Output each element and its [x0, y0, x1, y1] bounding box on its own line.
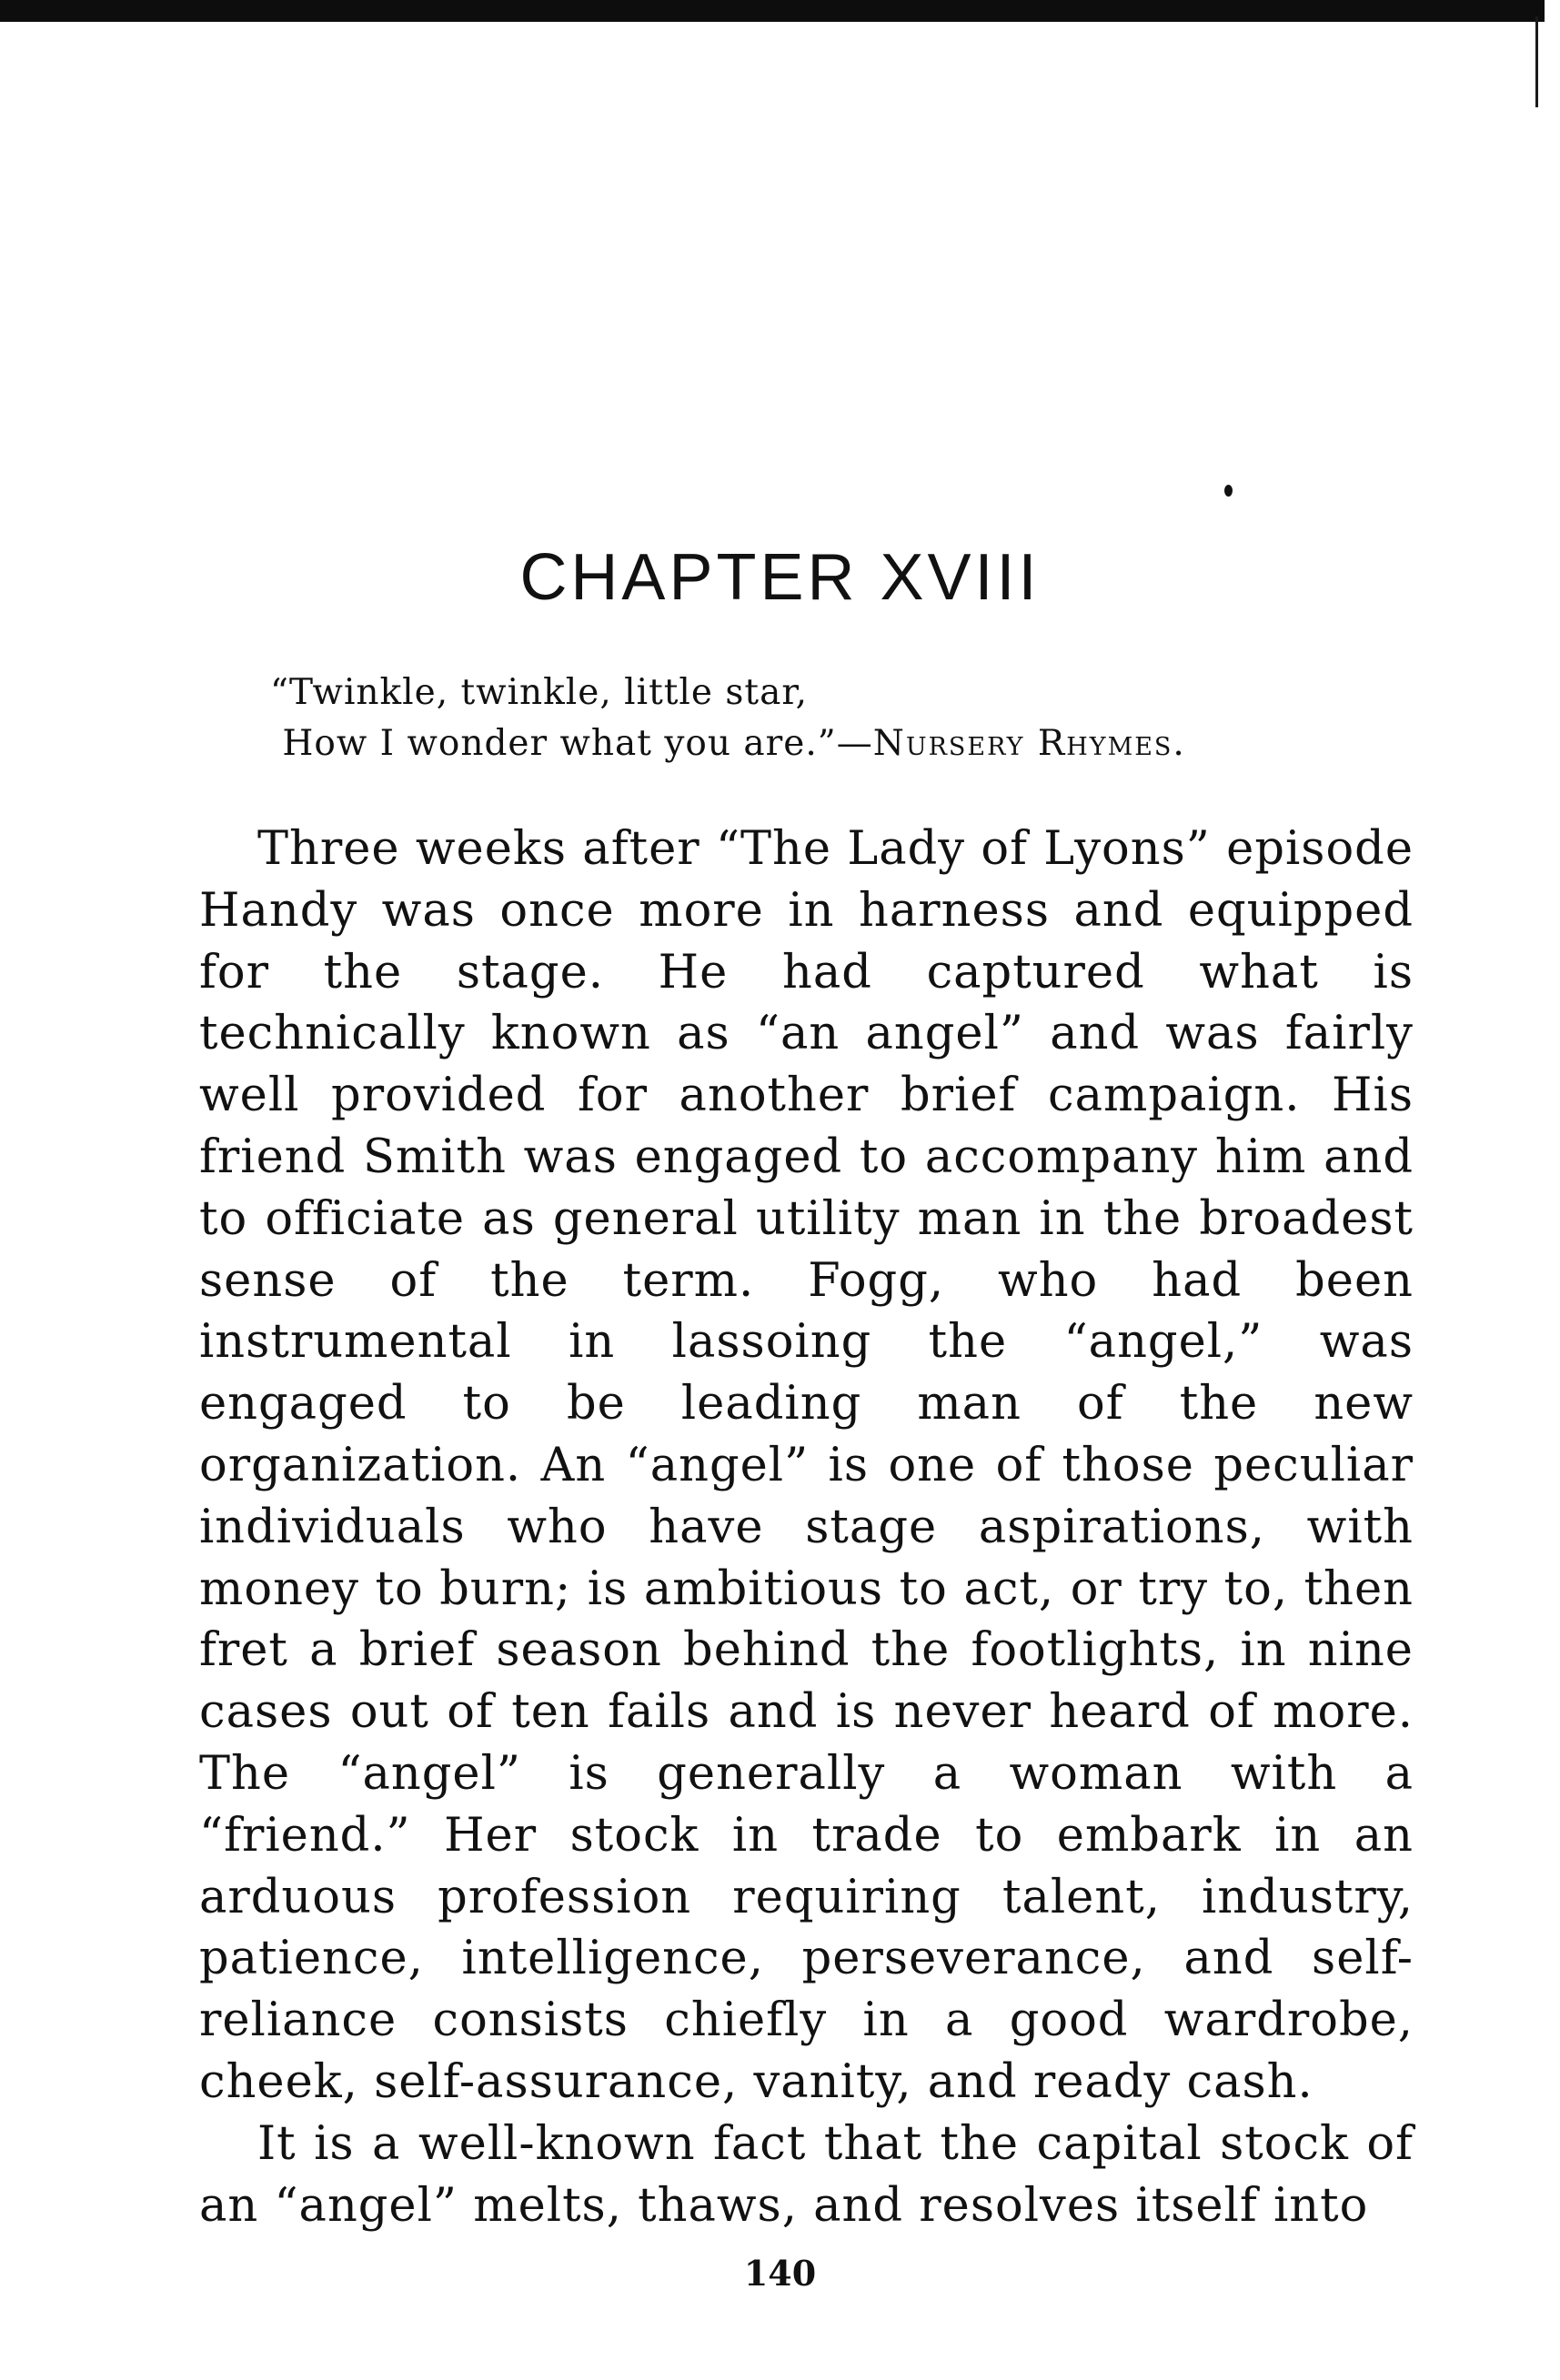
- epigraph-line-2: [270, 718, 1362, 769]
- body-text: [199, 818, 1414, 2236]
- epigraph-line-1: “Twinkle, twinkle, little star,: [270, 672, 809, 713]
- epigraph-attribution: Nursery Rhymes.: [872, 723, 1186, 764]
- page-number: 140: [743, 2253, 817, 2294]
- ink-speck: [1224, 485, 1233, 497]
- epigraph-line-2-text: How I wonder what you are.”—: [282, 723, 873, 764]
- chapter-title: CHAPTER XVIII: [519, 541, 1041, 614]
- paragraph-2: It is a well-known fact that the capital stock of an “angel” melts, thaws, and resolves itself into: [199, 2116, 1414, 2233]
- paragraph-1: Three weeks after “The Lady of Lyons” episode Handy was once more in harness and equipped for the stage. He had captured what is technically known as “an angel” and was fairly well provided for another brief campaign. His friend Smith was engaged to accompany him and to officiate as general utility man in the broadest sense of the term. Fogg, who had been instrumental in lassoing the “angel,” was engaged to be leading man of the new organization. An “angel” is one of those peculiar individuals who have stage aspirations, with money to burn; is ambitious to act, or try to, then fret a brief season behind the footlights, in nine cases out of ten fails and is never heard of more. The “angel” is generally a woman with a “friend.” Her stock in trade to embark in an arduous profession requiring talent, industry, patience, intelligence, perseverance, and self-reliance consists chiefly in a good wardrobe, cheek, self-assurance, vanity, and ready cash.: [199, 822, 1414, 2109]
- epigraph: [270, 668, 1362, 769]
- top-rule: [0, 0, 1545, 22]
- page-edge-line: [1535, 16, 1538, 107]
